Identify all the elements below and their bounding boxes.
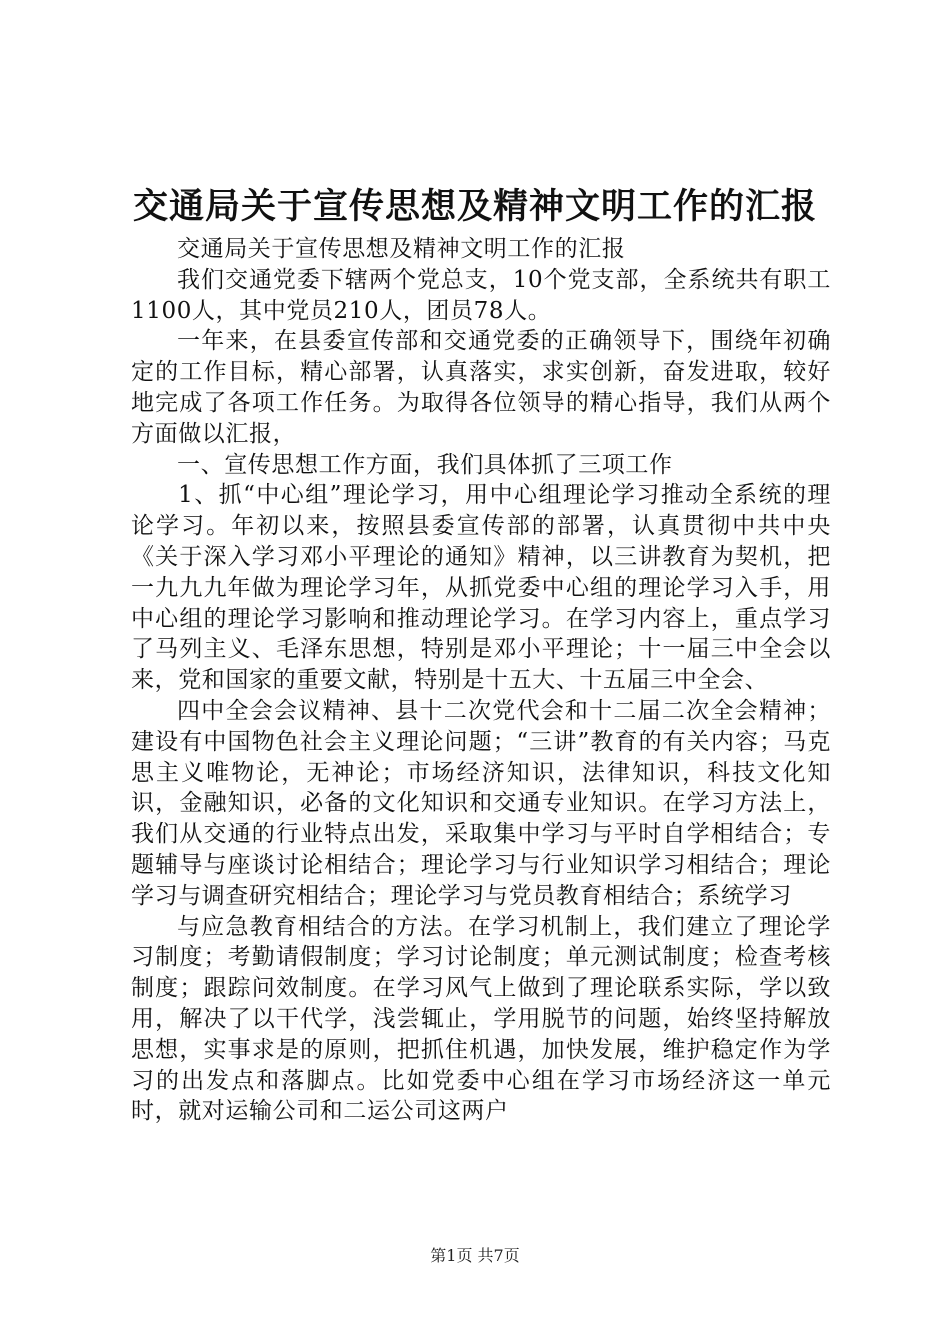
paragraph-overview: 我们交通党委下辖两个党总支，10个党支部，全系统共有职工1100人，其中党员210人，团员78人。	[131, 266, 831, 324]
paragraph-continuation-2: 与应急教育相结合的方法。在学习机制上，我们建立了理论学习制度；考勤请假制度；学习讨论制度；单元测试制度；检查考核制度；跟踪问效制度。在学习风气上做到了理论联系实际，学以致用，解决了以干代学，浅尝辄止，学用脱节的问题，始终坚持解放思想，实事求是的原则，把抓住机遇，加快发展，维护稳定作为学习的出发点和落脚点。比如党委中心组在学习市场经济这一单元时，就对运输公司和二运公司这两户	[131, 913, 831, 1125]
document-body	[131, 234, 831, 1127]
paragraph-continuation-1: 四中全会会议精神、县十二次党代会和十二届二次全会精神；建设有中国物色社会主义理论问题；“三讲”教育的有关内容；马克思主义唯物论，无神论；市场经济知识，法律知识，科技文化知识，金融知识，必备的文化知识和交通专业知识。在学习方法上，我们从交通的行业特点出发，采取集中学习与平时自学相结合；专题辅导与座谈讨论相结合；理论学习与行业知识学习相结合；理论学习与调查研究相结合；理论学习与党员教育相结合；系统学习	[131, 697, 831, 909]
paragraph-item-1: 1、抓“中心组”理论学习，用中心组理论学习推动全系统的理论学习。年初以来，按照县委宣传部的部署，认真贯彻中共中央《关于深入学习邓小平理论的通知》精神，以三讲教育为契机，把一九九九年做为理论学习年，从抓党委中心组的理论学习入手，用中心组的理论学习影响和推动理论学习。在学习内容上，重点学习了马列主义、毛泽东思想，特别是邓小平理论；十一届三中全会以来，党和国家的重要文献，特别是十五大、十五届三中全会、	[131, 482, 831, 694]
section-heading: 一、宣传思想工作方面，我们具体抓了三项工作	[177, 451, 673, 478]
document-title: 交通局关于宣传思想及精神文明工作的汇报	[132, 186, 817, 227]
page-footer: 第1页 共7页	[430, 1246, 520, 1265]
paragraph-intro: 一年来，在县委宣传部和交通党委的正确领导下，围绕年初确定的工作目标，精心部署，认真落实，求实创新，奋发进取，较好地完成了各项工作任务。为取得各位领导的精心指导，我们从两个方面做以汇报，	[131, 328, 831, 447]
paragraph-subtitle: 交通局关于宣传思想及精神文明工作的汇报	[177, 236, 626, 262]
